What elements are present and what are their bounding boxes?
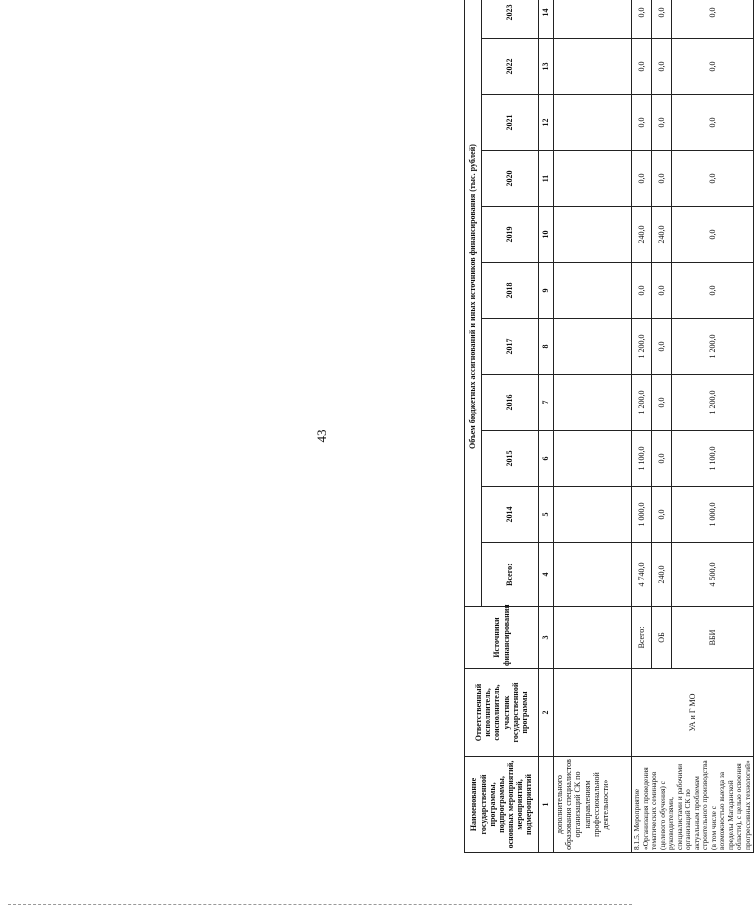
header-year: 2017 <box>482 319 539 375</box>
value-cell: 0,0 <box>652 39 672 95</box>
header-name: Наименование государственной программы, подпрограммы, основных мероприятий, мероприятий, подмероприятий <box>465 757 539 853</box>
value-cell: 1 200,0 <box>632 375 652 431</box>
value-cell: 0,0 <box>632 39 652 95</box>
value-cell: 0,0 <box>652 487 672 543</box>
column-number: 14 <box>539 0 554 39</box>
header-year: 2023 <box>482 0 539 39</box>
value-cell: 1 000,0 <box>632 487 652 543</box>
header-year: 2022 <box>482 39 539 95</box>
value-cell: 0,0 <box>652 263 672 319</box>
header-year: 2016 <box>482 375 539 431</box>
source-cell: ВБИ <box>672 607 754 669</box>
value-cell: 0,0 <box>652 431 672 487</box>
value-cell: 1 100,0 <box>672 431 754 487</box>
value-cell: 1 200,0 <box>632 319 652 375</box>
value-cell: 240,0 <box>652 207 672 263</box>
value-cell: 1 200,0 <box>672 375 754 431</box>
header-year: 2019 <box>482 207 539 263</box>
column-number: 5 <box>539 487 554 543</box>
column-number: 9 <box>539 263 554 319</box>
value-cell: 0,0 <box>632 151 652 207</box>
header-funding-group: Объем бюджетных ассигнований и иных источников финансирования (тыс. рублей) <box>465 0 482 607</box>
source-cell: ОБ <box>652 607 672 669</box>
column-number-row <box>539 0 554 853</box>
measure-name: 8.1.5. Мероприятие «Организация проведения тематических семинаров (целевого обучения) с руководителями, специалистами и рабочими организаций СК по актуальным проблемам строительного производства (в том числе с возможностью выезда за пределы Магаданской области), с целью освоения прогрессивных технологий» <box>632 757 754 853</box>
value-cell: 0,0 <box>632 263 652 319</box>
funding-table <box>464 0 754 853</box>
header-sources: Источники финансирования <box>465 607 539 669</box>
funding-table-wrapper <box>464 4 752 853</box>
value-cell: 0,0 <box>652 95 672 151</box>
value-cell: 1 000,0 <box>672 487 754 543</box>
value-cell: 0,0 <box>672 39 754 95</box>
column-number: 12 <box>539 95 554 151</box>
continuation-text: дополнительного образования специалистов организаций СК по направлениям профессиональной деятельности» <box>554 757 632 853</box>
value-cell: 0,0 <box>672 95 754 151</box>
header-year: 2020 <box>482 151 539 207</box>
value-cell: 240,0 <box>652 543 672 607</box>
page-number: 43 <box>314 429 329 443</box>
value-cell: 0,0 <box>652 0 672 39</box>
source-cell: Всего: <box>632 607 652 669</box>
value-cell: 0,0 <box>672 207 754 263</box>
column-number: 6 <box>539 431 554 487</box>
header-year: 2014 <box>482 487 539 543</box>
value-cell: 4 740,0 <box>632 543 652 607</box>
header-year: 2018 <box>482 263 539 319</box>
value-cell: 0,0 <box>632 95 652 151</box>
value-cell: 0,0 <box>672 263 754 319</box>
column-number: 1 <box>539 757 554 853</box>
column-number: 8 <box>539 319 554 375</box>
column-number: 4 <box>539 543 554 607</box>
header-responsible: Ответственный исполнитель, соисполнитель, участник государственной программы <box>465 669 539 757</box>
value-cell: 0,0 <box>672 0 754 39</box>
column-number: 11 <box>539 151 554 207</box>
value-cell: 0,0 <box>652 319 672 375</box>
value-cell: 0,0 <box>672 151 754 207</box>
continuation-row <box>554 0 632 853</box>
value-cell: 4 500,0 <box>672 543 754 607</box>
measure-row-total <box>632 0 652 853</box>
value-cell: 0,0 <box>632 0 652 39</box>
header-total: Всего: <box>482 543 539 607</box>
column-number: 3 <box>539 607 554 669</box>
value-cell: 1 100,0 <box>632 431 652 487</box>
column-number: 2 <box>539 669 554 757</box>
value-cell: 0,0 <box>652 375 672 431</box>
measure-responsible: УА и Г МО <box>632 669 754 757</box>
header-year: 2021 <box>482 95 539 151</box>
header-year: 2015 <box>482 431 539 487</box>
column-number: 13 <box>539 39 554 95</box>
column-number: 7 <box>539 375 554 431</box>
column-number: 10 <box>539 207 554 263</box>
value-cell: 0,0 <box>652 151 672 207</box>
value-cell: 240,0 <box>632 207 652 263</box>
value-cell: 1 200,0 <box>672 319 754 375</box>
